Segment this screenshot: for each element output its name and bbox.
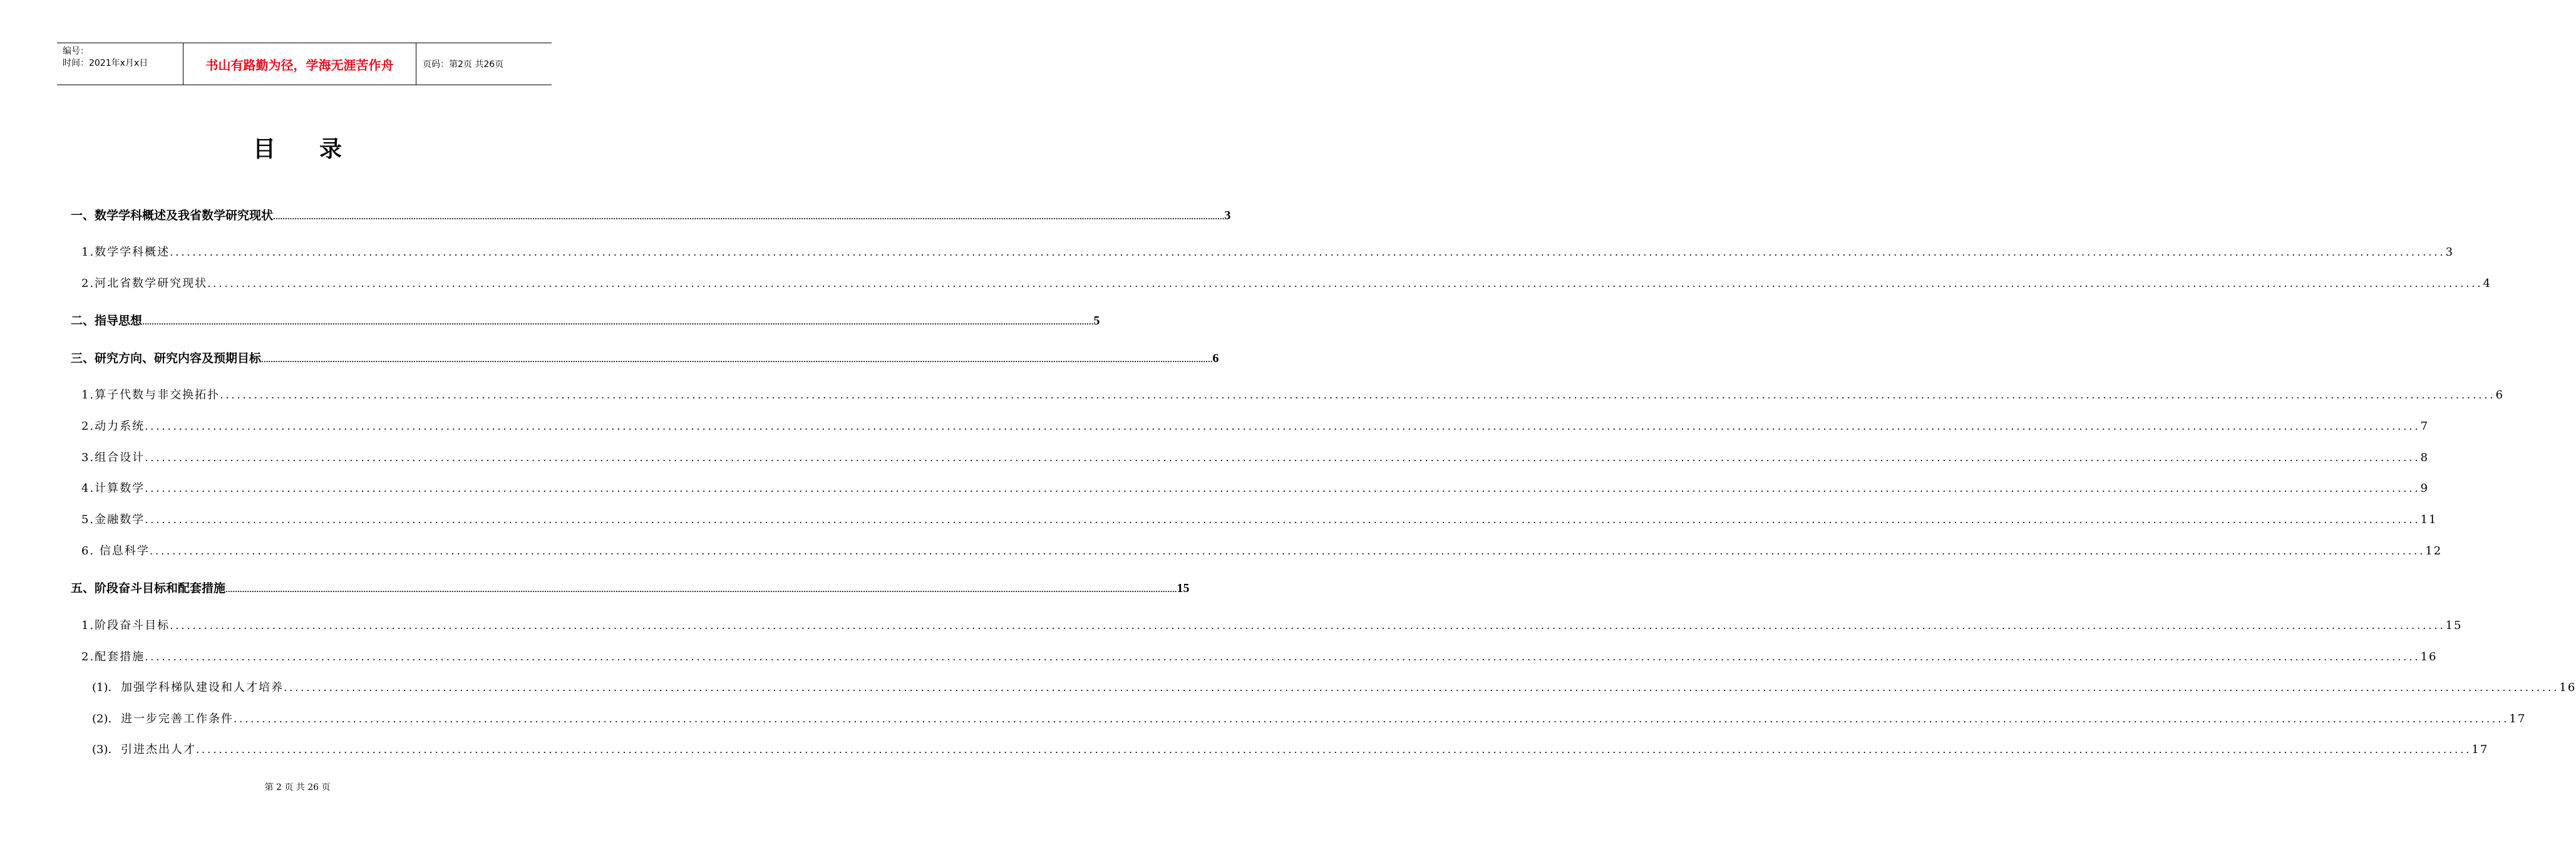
toc-entry[interactable] xyxy=(81,479,2429,496)
time-label: 时间：2021年x月x日 xyxy=(63,58,148,68)
toc-entry[interactable] xyxy=(71,206,1231,223)
toc-entry-page: 17 xyxy=(2509,712,2527,725)
toc-leader-dots: ................................................................................................................................................................................................................................................................................................................................................................................................................ xyxy=(284,682,2560,694)
toc-entry-page: 12 xyxy=(2425,544,2443,558)
page-header xyxy=(57,43,552,85)
toc-leader-dots: ................................................................................................................................................................................................................................................................................................................................................................................................................ xyxy=(170,620,2446,632)
toc-entry[interactable] xyxy=(71,349,1219,366)
toc-entry-page: 3 xyxy=(2445,246,2455,259)
toc-entry-page: 16 xyxy=(2420,650,2438,663)
toc-entry-label: 三、研究方向、研究内容及预期目标 xyxy=(71,351,262,365)
toc-entry[interactable] xyxy=(81,542,2443,558)
toc-leader-dots: ................................................................................................................................................................................................................................................................................................................................................................................................................ xyxy=(225,587,1177,594)
toc-entry-number: (2). xyxy=(92,712,112,725)
toc-entry-page: 11 xyxy=(2420,513,2438,526)
toc-leader-dots: ................................................................................................................................................................................................................................................................................................................................................................................................................ xyxy=(170,246,2446,258)
toc-entry[interactable] xyxy=(81,243,2455,259)
toc-entry-text: 引进杰出人才 xyxy=(121,743,196,756)
toc-leader-dots: ................................................................................................................................................................................................................................................................................................................................................................................................................ xyxy=(261,357,1213,364)
toc-entry-label: 2.动力系统 xyxy=(81,420,145,433)
toc-entry-page: 9 xyxy=(2420,482,2429,495)
header-motto xyxy=(183,43,416,85)
page-footer: 第 2 页 共 26 页 xyxy=(264,782,331,793)
toc-entry-label: 1.算子代数与非交换拓扑 xyxy=(81,388,220,402)
toc-leader-dots: ................................................................................................................................................................................................................................................................................................................................................................................................................ xyxy=(145,651,2421,663)
header-meta xyxy=(57,43,183,85)
toc-entry-page: 17 xyxy=(2471,743,2489,756)
toc-leader-dots: ................................................................................................................................................................................................................................................................................................................................................................................................................ xyxy=(234,713,2510,725)
toc-entry-page: 7 xyxy=(2420,420,2429,433)
toc-entry-label: 二、指导思想 xyxy=(71,314,143,328)
toc-entry-number: (1). xyxy=(92,681,112,694)
toc-entry-page: 5 xyxy=(1093,314,1100,328)
toc-entry-text: 加强学科梯队建设和人才培养 xyxy=(121,681,284,694)
toc-entry-page: 15 xyxy=(1177,581,1190,595)
toc-entry[interactable] xyxy=(71,311,1100,328)
page-title: 目录 xyxy=(252,137,386,162)
toc-entry[interactable] xyxy=(81,511,2438,527)
toc-leader-dots: ................................................................................................................................................................................................................................................................................................................................................................................................................ xyxy=(207,278,2483,289)
toc-entry-label: 5.金融数学 xyxy=(81,513,145,526)
toc-entry-label: 2.河北省数学研究现状 xyxy=(81,277,208,290)
toc-entry-page: 8 xyxy=(2420,451,2429,464)
toc-entry[interactable] xyxy=(81,616,2463,633)
toc-entry-label xyxy=(92,741,196,757)
toc-entry-label: 1.阶段奋斗目标 xyxy=(81,619,170,632)
toc-entry[interactable] xyxy=(81,449,2429,465)
toc-entry[interactable] xyxy=(92,710,2527,726)
toc-entry[interactable] xyxy=(81,386,2505,402)
page-label: 页码：第2页 共26页 xyxy=(423,60,504,70)
toc-entry[interactable] xyxy=(92,741,2489,757)
toc-leader-dots: ................................................................................................................................................................................................................................................................................................................................................................................................................ xyxy=(145,452,2421,464)
toc-entry-page: 6 xyxy=(2495,388,2505,402)
motto-text: 书山有路勤为径，学海无涯苦作舟 xyxy=(205,57,394,73)
toc-leader-dots: ................................................................................................................................................................................................................................................................................................................................................................................................................ xyxy=(196,744,2472,756)
toc-leader-dots: ................................................................................................................................................................................................................................................................................................................................................................................................................ xyxy=(220,389,2496,401)
toc-entry-page: 6 xyxy=(1212,351,1219,365)
toc-entry-label xyxy=(92,710,234,726)
toc-entry[interactable] xyxy=(92,678,2576,695)
toc-entry-label: 1.数学学科概述 xyxy=(81,246,170,259)
toc-leader-dots: ................................................................................................................................................................................................................................................................................................................................................................................................................ xyxy=(145,420,2421,432)
toc-entry-label: 五、阶段奋斗目标和配套措施 xyxy=(71,581,226,595)
toc-entry-page: 3 xyxy=(1224,209,1231,222)
serial-label: 编号： xyxy=(63,46,89,56)
toc-entry-label: 4.计算数学 xyxy=(81,482,145,495)
toc-entry[interactable] xyxy=(81,417,2429,434)
toc-leader-dots: ................................................................................................................................................................................................................................................................................................................................................................................................................ xyxy=(142,320,1094,326)
toc-entry-number: (3). xyxy=(92,743,112,756)
toc-entry-label: 3.组合设计 xyxy=(81,451,145,464)
toc-entry-label: 6. 信息科学 xyxy=(81,544,150,558)
toc-leader-dots: ................................................................................................................................................................................................................................................................................................................................................................................................................ xyxy=(273,214,1225,221)
toc-entry-label xyxy=(92,678,284,695)
toc-entry[interactable] xyxy=(81,648,2438,664)
header-page xyxy=(416,43,552,85)
toc-entry[interactable] xyxy=(81,274,2492,291)
toc-entry[interactable] xyxy=(71,579,1190,596)
toc-entry-page: 4 xyxy=(2483,277,2492,290)
toc-leader-dots: ................................................................................................................................................................................................................................................................................................................................................................................................................ xyxy=(149,545,2426,557)
toc-leader-dots: ................................................................................................................................................................................................................................................................................................................................................................................................................ xyxy=(145,482,2421,494)
toc-leader-dots: ................................................................................................................................................................................................................................................................................................................................................................................................................ xyxy=(145,514,2421,526)
toc-entry-label: 2.配套措施 xyxy=(81,650,145,663)
toc-entry-text: 进一步完善工作条件 xyxy=(121,712,234,725)
toc-entry-page: 15 xyxy=(2445,619,2463,632)
toc-entry-label: 一、数学学科概述及我省数学研究现状 xyxy=(71,209,274,222)
toc-entry-page: 16 xyxy=(2559,681,2576,694)
